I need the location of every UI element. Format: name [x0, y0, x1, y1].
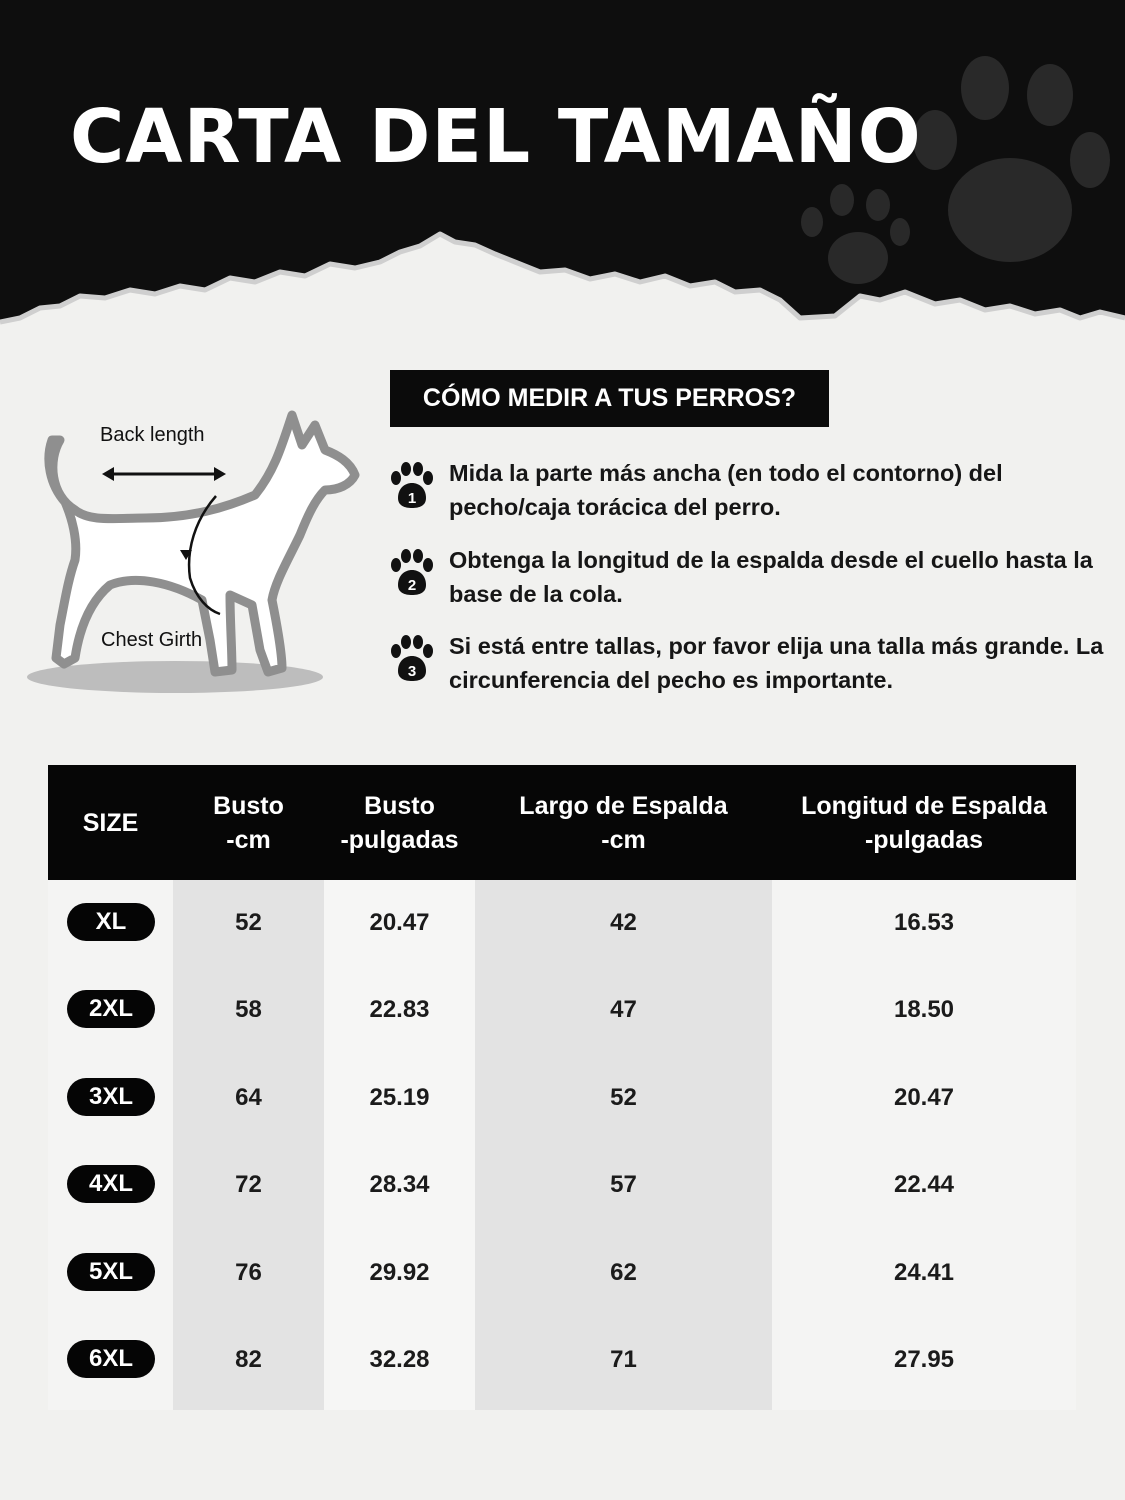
paw-step-3-icon — [386, 633, 438, 685]
largo-in-cell: 22.44 — [893, 1171, 955, 1198]
largo-cm-cell: 62 — [610, 1259, 637, 1286]
header-largo-pulgadas: Longitud de Espalda -pulgadas — [801, 791, 1047, 854]
size-badge: 4XL — [67, 1165, 155, 1203]
size-badge: 2XL — [67, 990, 155, 1028]
busto-cm-cell: 76 — [235, 1259, 262, 1286]
largo-cm-cell: 52 — [610, 1084, 637, 1111]
chest-girth-label: Chest Girth — [101, 629, 203, 651]
step-number: 3 — [407, 663, 417, 680]
busto-cm-cell: 52 — [235, 909, 262, 936]
size-badge: XL — [67, 903, 155, 941]
step-text: Si está entre tallas, por favor elija una talla más grande. La circunferencia del pecho es importante. — [449, 633, 1104, 693]
largo-in-cell: 18.50 — [893, 996, 955, 1023]
page-title: CARTA DEL TAMAÑO — [70, 94, 922, 180]
largo-cm-cell: 71 — [610, 1346, 637, 1373]
step-text: Obtenga la longitud de la espalda desde el cuello hasta la base de la cola. — [449, 547, 1093, 607]
header-busto-pulgadas: Busto -pulgadas — [340, 791, 459, 854]
size-badge: 6XL — [67, 1340, 155, 1378]
size-badge: 3XL — [67, 1078, 155, 1116]
header-largo-cm: Largo de Espalda -cm — [519, 791, 728, 854]
busto-cm-cell: 58 — [235, 996, 262, 1023]
measure-step-1 — [386, 460, 1116, 530]
largo-in-cell: 20.47 — [893, 1084, 955, 1111]
busto-in-cell: 20.47 — [369, 909, 430, 936]
busto-cm-cell: 82 — [235, 1346, 262, 1373]
busto-cm-cell: 72 — [235, 1171, 262, 1198]
size-badge: 5XL — [67, 1253, 155, 1291]
busto-in-cell: 22.83 — [369, 996, 430, 1023]
largo-cm-cell: 47 — [610, 996, 637, 1023]
largo-in-cell: 24.41 — [893, 1259, 955, 1286]
step-text: Mida la parte más ancha (en todo el contorno) del pecho/caja torácica del perro. — [449, 460, 1003, 520]
measure-step-3 — [386, 633, 1116, 703]
table-row — [48, 1316, 1076, 1403]
how-to-measure-banner: CÓMO MEDIR A TUS PERROS? — [390, 370, 829, 427]
largo-in-cell: 16.53 — [893, 909, 955, 936]
busto-in-cell: 25.19 — [369, 1084, 430, 1111]
largo-cm-cell: 57 — [610, 1171, 637, 1198]
largo-cm-cell: 42 — [610, 909, 637, 936]
step-number: 2 — [407, 577, 417, 594]
table-row — [48, 1054, 1076, 1141]
largo-in-cell: 27.95 — [893, 1346, 955, 1373]
back-length-label: Back length — [100, 424, 205, 446]
table-row — [48, 966, 1076, 1053]
busto-in-cell: 32.28 — [369, 1346, 430, 1373]
table-row — [48, 1229, 1076, 1316]
step-number: 1 — [407, 490, 417, 507]
table-header — [48, 765, 1076, 880]
header-busto-cm: Busto -cm — [213, 791, 284, 854]
header-size: SIZE — [82, 808, 139, 837]
table-row — [48, 879, 1076, 966]
busto-in-cell: 28.34 — [369, 1171, 430, 1198]
busto-cm-cell: 64 — [235, 1084, 262, 1111]
paw-step-2-icon — [386, 547, 438, 599]
measure-step-2 — [386, 547, 1116, 617]
size-table — [48, 765, 1076, 1410]
paw-step-1-icon — [386, 460, 438, 512]
busto-in-cell: 29.92 — [369, 1259, 430, 1286]
table-row — [48, 1141, 1076, 1228]
back-length-arrow-icon — [102, 467, 226, 481]
